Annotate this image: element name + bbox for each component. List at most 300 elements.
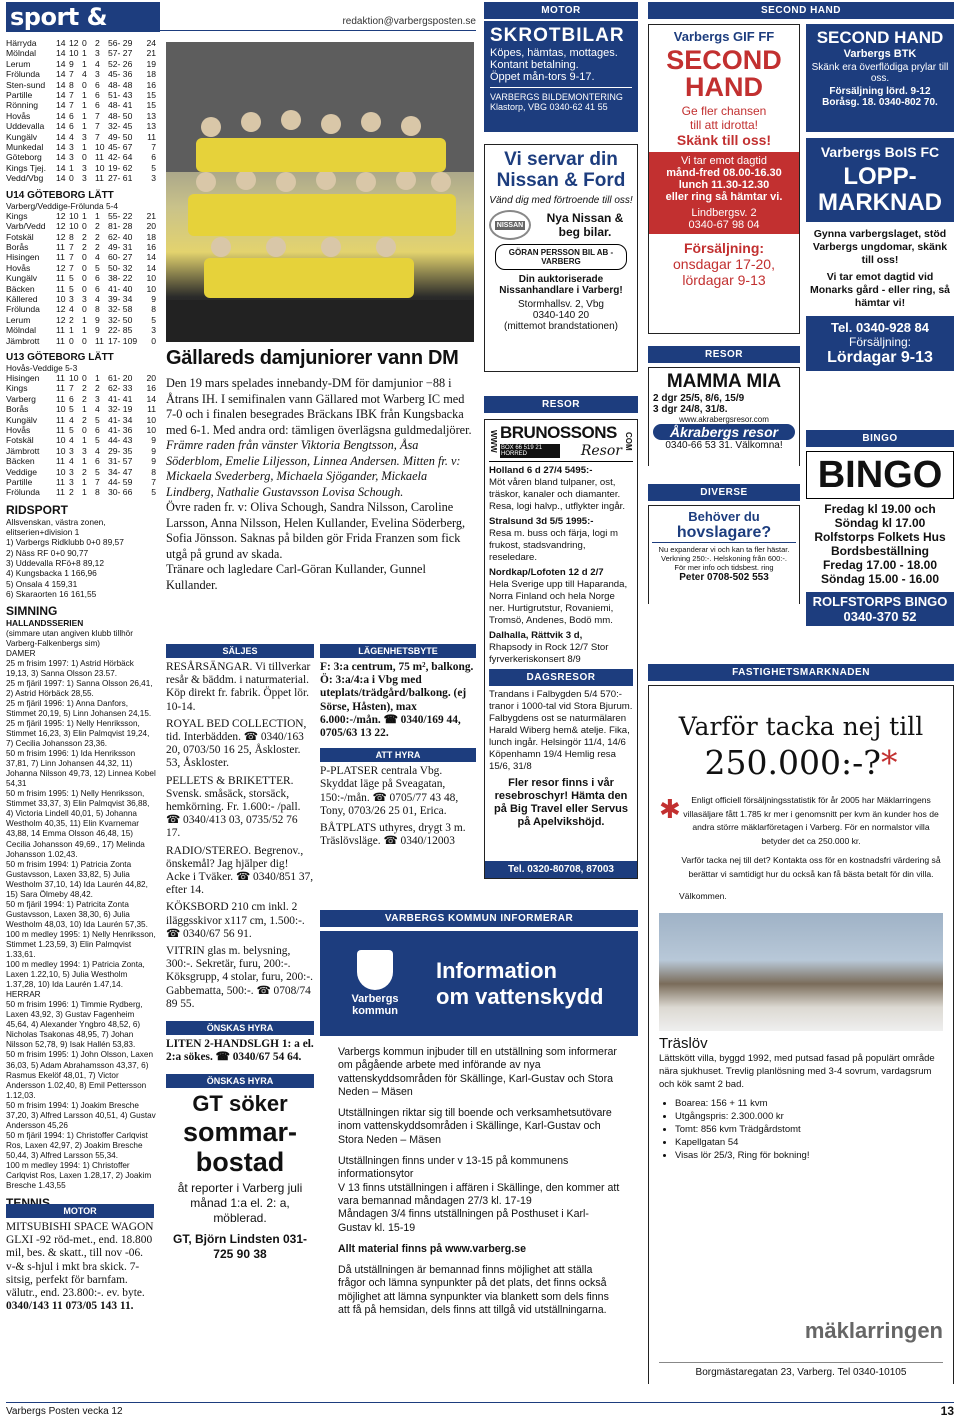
table-cell: 1 bbox=[82, 325, 87, 336]
table-cell: 11 bbox=[147, 131, 156, 142]
article-body: Den 19 mars spelades innebandy-DM för damjunior −88 i Åtrans IH. I semifinalen vann Gällared mot Warberg IC med 7-0 och i finalen besegrades Bräckans IBK från Kungsbacka med 6-1. Med andra ord: tämligen överlägsna guldmedaljörer. bbox=[166, 376, 472, 437]
footer-rule bbox=[6, 1402, 954, 1403]
table-cell: 41- 34 bbox=[108, 414, 133, 425]
table-cell: 4 bbox=[69, 131, 74, 142]
resor-phone: Tel. 0320-80708, 87003 bbox=[485, 861, 637, 878]
table-cell: 11 bbox=[56, 273, 65, 284]
table-cell: Varberg bbox=[6, 393, 36, 404]
nissan-service: Nya Nissan & beg bilar. bbox=[546, 211, 624, 239]
table-cell: 62- 33 bbox=[108, 383, 133, 394]
table-cell: Kings bbox=[6, 383, 28, 394]
table-cell: 6 bbox=[95, 90, 100, 101]
table-cell: Borås bbox=[6, 404, 29, 415]
table-cell: 14 bbox=[56, 110, 66, 121]
motor-header: MOTOR bbox=[6, 1204, 154, 1218]
table-cell: Frölunda bbox=[6, 69, 40, 80]
maklarringen-logo: mäklarringen bbox=[804, 1318, 943, 1343]
table-cell: Hovås bbox=[6, 425, 31, 435]
table-cell: 2 bbox=[82, 414, 87, 425]
table-row bbox=[6, 325, 158, 335]
table-cell: 2 bbox=[69, 314, 74, 325]
table-cell: 0 bbox=[82, 372, 87, 383]
table-cell: Fotskäl bbox=[6, 231, 34, 242]
u13-table bbox=[6, 373, 158, 498]
table-cell: Källered bbox=[6, 293, 38, 304]
table-cell: 14 bbox=[56, 90, 66, 101]
table-row bbox=[6, 152, 158, 162]
table-cell: 11 bbox=[56, 283, 65, 294]
table-row bbox=[6, 121, 158, 131]
kommun-header: VARBERGS KOMMUN INFORMERAR bbox=[320, 910, 638, 927]
bingo-l6: Söndag 15.00 - 16.00 bbox=[820, 572, 940, 586]
table-cell: 22- 85 bbox=[108, 325, 133, 336]
table-cell: 3 bbox=[69, 445, 74, 456]
object-text: Lättskött villa, byggd 1992, med putsad fasad på populärt område nära sjukhuset. Trevlig planlösning med 3-4 sovrum, vardagsrum och kök samt 2 bad. bbox=[659, 1053, 935, 1091]
table-cell: 48- 50 bbox=[108, 110, 133, 121]
table-cell: 5 bbox=[151, 487, 156, 498]
resor-header: RESOR bbox=[484, 396, 638, 413]
table-row bbox=[6, 477, 158, 487]
table-cell: 2 bbox=[95, 231, 100, 242]
bois-text: Gynna varbergslaget, stöd Varbergs ungdomar, skänk till oss! bbox=[812, 228, 948, 266]
table-cell: 6 bbox=[95, 456, 100, 467]
table-cell: Mölndal bbox=[6, 48, 37, 59]
table-cell: 0 bbox=[151, 335, 156, 346]
nissan-headline: Vi servar din Nissan & Ford bbox=[496, 149, 626, 191]
table-row bbox=[6, 211, 158, 221]
table-cell: 7 bbox=[69, 262, 74, 273]
table-cell: 5 bbox=[69, 283, 74, 294]
table-cell: 10 bbox=[146, 414, 156, 425]
table-cell: Hisingen bbox=[6, 372, 40, 383]
fact-item: • Tomt: 856 kvm Trädgårdstomt bbox=[675, 1123, 943, 1136]
table-cell: 0 bbox=[82, 304, 87, 315]
table-cell: 30- 66 bbox=[108, 487, 133, 498]
table-cell: Lerum bbox=[6, 58, 31, 69]
table-cell: 1 bbox=[82, 90, 87, 101]
table-cell: 6 bbox=[69, 121, 74, 132]
hov-phone: Peter 0708-502 553 bbox=[679, 572, 769, 583]
column-results bbox=[6, 38, 158, 1218]
kommun-p1: Varbergs kommun injbuder till en utställning som informerar om pågående arbete med införande av nya vattenskyddsområden för Skällinge, Karl-Gustav och Stora Neden – Mäsen bbox=[338, 1046, 617, 1098]
table-cell: 3 bbox=[82, 445, 87, 456]
table-cell: 2 bbox=[82, 466, 87, 477]
table-row bbox=[6, 373, 158, 383]
mamma-mia-ad bbox=[648, 346, 800, 466]
table-cell: Rönning bbox=[6, 100, 39, 111]
table-cell: 4 bbox=[95, 252, 100, 263]
dagsresor-header: DAGSRESOR bbox=[489, 669, 633, 686]
table-row bbox=[6, 252, 158, 262]
nissan-tag: Vänd dig med förtroende till oss! bbox=[489, 195, 633, 206]
trip-title: Nordkap/Lofoten 12 d 2/7 bbox=[489, 567, 604, 578]
table-cell: 45- 36 bbox=[108, 69, 133, 80]
table-cell: 19- 62 bbox=[108, 162, 133, 173]
table-cell: 10 bbox=[56, 435, 66, 446]
gif-ad bbox=[648, 24, 800, 334]
table-cell: 10 bbox=[69, 372, 79, 383]
table-cell: 9 bbox=[69, 58, 74, 69]
table-cell: Kungälv bbox=[6, 273, 38, 284]
table-cell: 3 bbox=[95, 48, 100, 59]
table-row bbox=[6, 80, 158, 90]
table-cell: 7 bbox=[69, 252, 74, 263]
gif-big: SECOND HAND bbox=[666, 45, 782, 102]
table-cell: 9 bbox=[95, 314, 100, 325]
atthyra-header: ATT HYRA bbox=[320, 748, 476, 762]
u14-table bbox=[6, 211, 158, 346]
table-cell: Veddige bbox=[6, 466, 38, 477]
btk-text: Skänk era överflödiga prylar till oss. bbox=[811, 62, 949, 84]
table-cell: 14 bbox=[56, 100, 66, 111]
table-cell: 44- 59 bbox=[108, 477, 133, 488]
header-email[interactable]: redaktion@varbergsposten.se bbox=[342, 16, 476, 27]
table-cell: 5 bbox=[95, 262, 100, 273]
table-cell: 60- 27 bbox=[108, 252, 133, 263]
trip-desc: Rhapsody in Rock 12/7 Stor fyrverkeriskonsert 8/9 bbox=[489, 642, 609, 665]
table-cell: 2 bbox=[95, 38, 100, 48]
fact-item: • Kapellgatan 54 bbox=[675, 1136, 943, 1149]
table-cell: 7 bbox=[69, 241, 74, 252]
motor-ad bbox=[484, 2, 638, 132]
gif-open4: eller ring så hämtar vi. bbox=[665, 191, 783, 203]
table-row bbox=[6, 48, 158, 58]
bingo-l5: Fredag 17.00 - 18.00 bbox=[822, 558, 938, 572]
table-cell: 11 bbox=[56, 425, 65, 435]
table-cell: 3 bbox=[82, 173, 87, 184]
table-cell: 14 bbox=[56, 48, 66, 59]
gif-sale1: Försäljning: bbox=[683, 240, 765, 256]
table-cell: 11 bbox=[56, 414, 65, 425]
table-cell: 10 bbox=[56, 404, 66, 415]
table-cell: 7 bbox=[69, 90, 74, 101]
kommun-logo-1: Varbergs bbox=[351, 993, 399, 1005]
table-cell: 0 bbox=[82, 425, 87, 435]
table-row bbox=[6, 487, 158, 497]
table-cell: 29- 35 bbox=[108, 445, 133, 456]
hov-l1: Nu expanderar vi och kan ta fler hästar. bbox=[658, 545, 790, 554]
table-cell: 45- 67 bbox=[108, 142, 133, 153]
nissan-logo-text: NISSAN bbox=[496, 221, 524, 229]
table-cell: 12 bbox=[56, 231, 66, 242]
table-cell: 6 bbox=[95, 100, 100, 111]
footer-issue: Varbergs Posten vecka 12 bbox=[6, 1406, 123, 1417]
resor-script: Resor bbox=[580, 443, 622, 459]
table-cell: 12 bbox=[69, 38, 79, 48]
table-cell: 0 bbox=[82, 252, 87, 263]
table-cell: 14 bbox=[56, 131, 66, 142]
table-cell: 5 bbox=[69, 273, 74, 284]
table-cell: 15 bbox=[146, 90, 156, 101]
table-cell: 21 bbox=[146, 210, 156, 221]
table-cell: 48- 48 bbox=[108, 79, 133, 90]
table-cell: 3 bbox=[151, 325, 156, 336]
table-cell: 8 bbox=[151, 466, 156, 477]
table-cell: 1 bbox=[95, 372, 100, 383]
table-cell: 10 bbox=[95, 162, 105, 173]
table-cell: 32- 45 bbox=[108, 121, 133, 132]
gif-open1: Vi tar emot dagtid bbox=[680, 155, 767, 167]
fact-item: • Boarea: 156 + 11 kvm bbox=[675, 1097, 943, 1110]
bingo-box2: 0340-370 52 bbox=[843, 609, 917, 624]
btk-club: Varbergs BTK bbox=[843, 48, 917, 60]
table-cell: 1 bbox=[69, 162, 74, 173]
table-cell: Härryda bbox=[6, 38, 37, 48]
table-cell: 51- 43 bbox=[108, 90, 133, 101]
table-cell: Uddevalla bbox=[6, 121, 45, 132]
table-row bbox=[6, 456, 158, 466]
standings-table bbox=[6, 38, 158, 184]
table-cell: 18 bbox=[146, 69, 156, 80]
table-cell: 12 bbox=[56, 304, 66, 315]
fact-item: • Utgångspris: 2.300.000 kr bbox=[675, 1110, 943, 1123]
saljes-header: SÄLJES bbox=[166, 644, 314, 658]
bois-tel: Tel. 0340-928 84 bbox=[830, 320, 930, 335]
table-cell: 5 bbox=[69, 404, 74, 415]
table-cell: 19 bbox=[146, 58, 156, 69]
table-cell: 3 bbox=[82, 131, 87, 142]
bingo-l3: Rolfstorps Folkets Hus bbox=[814, 530, 946, 544]
table-cell: Mölndal bbox=[6, 325, 37, 336]
kommun-logo-2: kommun bbox=[352, 1005, 398, 1017]
resor-cta: Fler resor finns i vår resebroschyr! Hämta den på Big Travel eller Servus på Apelvikshöjd. bbox=[494, 777, 628, 828]
trip-desc: Hela Sverige upp till Haparanda, Norra Finland och hela Norge ner. Hurtigrutstur, Rovaniemi, Tromsö, Andenes, Bodö mm. bbox=[489, 579, 628, 626]
table-cell: 14 bbox=[146, 262, 156, 273]
table-cell: 1 bbox=[82, 210, 87, 221]
table-cell: 3 bbox=[69, 466, 74, 477]
table-cell: Frölunda bbox=[6, 487, 40, 498]
table-cell: 0 bbox=[82, 335, 87, 346]
mamma-web[interactable]: www.akrabergsresor.com bbox=[679, 415, 769, 424]
table-cell: 38- 22 bbox=[108, 273, 133, 284]
nissan-note: (mittemot brandstationen) bbox=[504, 321, 618, 332]
table-cell: 2 bbox=[82, 383, 87, 394]
table-cell: 5 bbox=[95, 435, 100, 446]
second-hand-hdr: SECOND HAND bbox=[648, 2, 954, 19]
gif-open3: lunch 11.30-12.30 bbox=[678, 179, 770, 191]
kommun-ad bbox=[320, 910, 638, 1370]
table-row bbox=[6, 90, 158, 100]
table-row bbox=[6, 404, 158, 414]
btk-title: SECOND HAND bbox=[816, 28, 944, 47]
table-cell: Göteborg bbox=[6, 152, 42, 163]
fastighet-price: 250.000:-? bbox=[704, 743, 881, 782]
table-cell: 0 bbox=[82, 262, 87, 273]
bingo-l4: Bordsbeställning bbox=[830, 544, 929, 558]
article-caption-2: Övre raden fr. v: Oliva Schough, Sandra Nilsson, Caroline Larsson, Anna Nilsson, Helen Kullander, Evelina Söderberg, Sofia Jönsson. Saknas på bilden gör Frida Franzen som fick utgå på grund av skada. bbox=[166, 500, 466, 561]
table-cell: 21 bbox=[146, 48, 156, 59]
object-title: Träslöv bbox=[659, 1035, 708, 1053]
www-label: WWW bbox=[489, 429, 498, 453]
table-cell: 0 bbox=[82, 273, 87, 284]
table-cell: 1 bbox=[82, 404, 87, 415]
brunossons-box: BOX 66 519 21 HORRED bbox=[500, 444, 560, 458]
brunossons-logo: BRUNOSSONS bbox=[500, 423, 617, 442]
table-cell: 11 bbox=[56, 325, 65, 336]
fastighet-address: Borgmästaregatan 23, Varberg. Tel 0340-10105 bbox=[659, 1362, 943, 1378]
table-cell: 1 bbox=[82, 121, 87, 132]
table-row bbox=[6, 221, 158, 231]
table-cell: Lerum bbox=[6, 314, 31, 325]
gif-sale2: onsdagar 17-20, bbox=[673, 256, 775, 272]
team-photo bbox=[166, 42, 474, 342]
table-cell: 0 bbox=[69, 173, 74, 184]
table-cell: 4 bbox=[95, 58, 100, 69]
table-cell: 4 bbox=[69, 435, 74, 446]
table-row bbox=[6, 394, 158, 404]
table-row bbox=[6, 69, 158, 79]
motor-line-1: Köpes, hämtas, mottages. bbox=[490, 47, 618, 59]
classified-item: PELLETS & BRIKETTER. Svensk. småsäck, storsäck, hemkörning. Fr. 1.600:- /pall. ☎ 0340/413 03, 0735/52 76 17. bbox=[166, 774, 301, 840]
table-cell: 6 bbox=[95, 283, 100, 294]
table-cell: 3 bbox=[95, 69, 100, 80]
bingo-ad bbox=[806, 430, 954, 640]
table-cell: 9 bbox=[151, 293, 156, 304]
table-cell: 7 bbox=[69, 100, 74, 111]
table-cell: Bäcken bbox=[6, 283, 35, 294]
table-cell: 9 bbox=[151, 445, 156, 456]
fastighet-header: FASTIGHETSMARKNADEN bbox=[648, 664, 954, 681]
table-cell: 2 bbox=[82, 231, 87, 242]
mamma-l1: 2 dgr 25/5, 8/6, 15/9 bbox=[653, 393, 745, 404]
table-cell: 10 bbox=[56, 466, 66, 477]
table-cell: 1 bbox=[82, 58, 87, 69]
table-cell: 11 bbox=[147, 404, 156, 415]
table-cell: 16 bbox=[146, 383, 156, 394]
classified-item: RADIO/STEREO. Begrenov., önskemål? Jag hjälper dig! Acke i Tväker. ☎ 0340/851 37, efter 14. bbox=[166, 844, 314, 897]
table-cell: Bäcken bbox=[6, 456, 35, 467]
table-cell: 3 bbox=[151, 173, 156, 184]
table-cell: 34- 47 bbox=[108, 466, 133, 477]
table-cell: 8 bbox=[151, 304, 156, 315]
table-cell: 41- 40 bbox=[108, 283, 133, 294]
table-cell: 42- 64 bbox=[108, 152, 133, 163]
bingo-l2: Söndag kl 17.00 bbox=[834, 516, 926, 530]
u13-title: U13 GÖTEBORG LÄTT bbox=[6, 351, 114, 363]
table-cell: 9 bbox=[151, 435, 156, 446]
table-cell: 13 bbox=[146, 110, 156, 121]
btk-sale: Försäljning lörd. 9-12 bbox=[829, 86, 931, 97]
table-row bbox=[6, 132, 158, 142]
bois-sale: Försäljning: bbox=[848, 335, 912, 349]
classified-item: RESÅRSÄNGAR. Vi tillverkar resår & bäddm. i naturmaterial. Köp direkt fr. fabrik. Öppet lör. 10-14. bbox=[166, 661, 311, 713]
table-row bbox=[6, 446, 158, 456]
bois-club: Varbergs BoIS FC bbox=[820, 144, 940, 160]
table-cell: Kings Tjej. bbox=[6, 162, 46, 173]
table-cell: 41- 36 bbox=[108, 425, 133, 435]
table-cell: 48- 41 bbox=[108, 100, 133, 111]
table-row bbox=[6, 59, 158, 69]
table-cell: 1 bbox=[82, 435, 87, 446]
mamma-l2: 3 dgr 24/8, 31/8. bbox=[653, 404, 728, 415]
table-row bbox=[6, 263, 158, 273]
table-cell: 5 bbox=[69, 425, 74, 435]
table-cell: 10 bbox=[95, 142, 105, 153]
onskas-text: LITEN 2-HANDSLGH 1: a el. 2:a sökes. ☎ 0340/67 54 64. bbox=[166, 1038, 314, 1064]
table-row bbox=[6, 163, 158, 173]
table-cell: 1 bbox=[95, 210, 100, 221]
table-cell: 16 bbox=[146, 79, 156, 90]
motor-phone: 0340/143 11 073/05 143 11. bbox=[6, 1300, 134, 1313]
table-cell: Partille bbox=[6, 90, 33, 101]
ridsport-title: RIDSPORT bbox=[6, 502, 69, 517]
motor-address: Klastorp, VBG 0340-62 41 55 bbox=[490, 102, 608, 112]
nissan-ad bbox=[484, 144, 638, 372]
table-cell: 10 bbox=[146, 425, 156, 435]
team-photo-graphic bbox=[166, 42, 474, 342]
bois-day: Lördagar 9-13 bbox=[827, 349, 933, 366]
table-cell: 9 bbox=[151, 456, 156, 467]
gif-phone: 0340-67 98 04 bbox=[688, 219, 760, 231]
table-cell: 2 bbox=[95, 383, 100, 394]
table-cell: 14 bbox=[56, 79, 66, 90]
table-cell: Sten-sund bbox=[6, 79, 46, 90]
table-row bbox=[6, 111, 158, 121]
table-cell: 56- 29 bbox=[108, 38, 133, 48]
table-cell: 2 bbox=[69, 487, 74, 498]
table-cell: 4 bbox=[69, 456, 74, 467]
table-cell: 4 bbox=[95, 293, 100, 304]
gt-big: sommar-bostad bbox=[182, 1117, 298, 1178]
dagsresor-text: Trandans i Falbygden 5/4 570:- tranor i 1000-tal vid Stora Bjurum. Falbygdens ost se naturmälaren Harald Wiberg hem& atelje. Fika, lunch ingår. Helsingör 11/4, 14/6 Köpenhamn 19/4 Hemlig resa 15/6, 31/8 bbox=[489, 689, 633, 772]
u13-subtitle: Hovås-Veddige 5-3 bbox=[6, 362, 78, 373]
table-cell: 5 bbox=[151, 314, 156, 325]
table-cell: 41- 41 bbox=[108, 393, 133, 404]
kommun-title-1: Information bbox=[436, 957, 557, 983]
table-cell: 0 bbox=[69, 335, 74, 346]
table-cell: 50- 32 bbox=[108, 262, 133, 273]
table-cell: 5 bbox=[95, 466, 100, 477]
classified-saljes bbox=[166, 640, 314, 1420]
header-rule bbox=[160, 30, 476, 31]
gt-text: åt reporter i Varberg juli månad 1:a el. 2: a, möblerad. bbox=[177, 1181, 303, 1226]
brunossons-ad bbox=[484, 396, 638, 896]
table-cell: 2 bbox=[95, 241, 100, 252]
table-cell: 20 bbox=[146, 372, 156, 383]
table-cell: 32- 19 bbox=[108, 404, 133, 415]
hov-l3: För mer info och tidsbest. ring bbox=[674, 563, 774, 572]
house-photo bbox=[659, 913, 943, 1031]
table-cell: 4 bbox=[69, 304, 74, 315]
table-cell: 1 bbox=[82, 487, 87, 498]
table-cell: 12 bbox=[56, 221, 66, 232]
second-hand-header bbox=[648, 2, 954, 19]
table-row bbox=[6, 100, 158, 110]
table-cell: Hovås bbox=[6, 262, 31, 273]
table-cell: 11 bbox=[56, 487, 65, 498]
table-cell: 1 bbox=[82, 477, 87, 488]
fastighet-headline: Varför tacka nej till bbox=[678, 712, 924, 741]
motor-ad-header: MOTOR bbox=[484, 2, 638, 19]
object-facts bbox=[659, 1097, 943, 1162]
hov-l2: Verkning 250:-. Helskoning från 600:-. bbox=[661, 554, 787, 563]
table-cell: 11 bbox=[95, 335, 104, 346]
table-cell: 8 bbox=[95, 304, 100, 315]
page-number: 13 bbox=[940, 1404, 954, 1418]
table-cell: 6 bbox=[95, 79, 100, 90]
table-cell: 3 bbox=[69, 142, 74, 153]
trip-title: Holland 6 d 27/4 5495:- bbox=[489, 465, 593, 476]
table-row bbox=[6, 242, 158, 252]
table-row bbox=[6, 173, 158, 183]
hov-t2: hovslagare? bbox=[652, 524, 796, 543]
simning-sub: HALLANDSSERIEN bbox=[6, 618, 84, 629]
trip-title: Dalhalla, Rättvik 3 d, bbox=[489, 630, 583, 641]
motor-text: MITSUBISHI SPACE WAGON GLXI -92 röd-met., end. 18.800 mil, bes. & skatt., till nov -06. v-& s-hjul i mkt bra skick. 7-sitsig, perfekt för barnfam. välutr., end. 23.800:-. ev. byte. bbox=[6, 1221, 154, 1300]
table-cell: 3 bbox=[69, 152, 74, 163]
gif-sub2: till att idrotta! bbox=[689, 118, 759, 132]
table-cell: 7 bbox=[95, 121, 100, 132]
